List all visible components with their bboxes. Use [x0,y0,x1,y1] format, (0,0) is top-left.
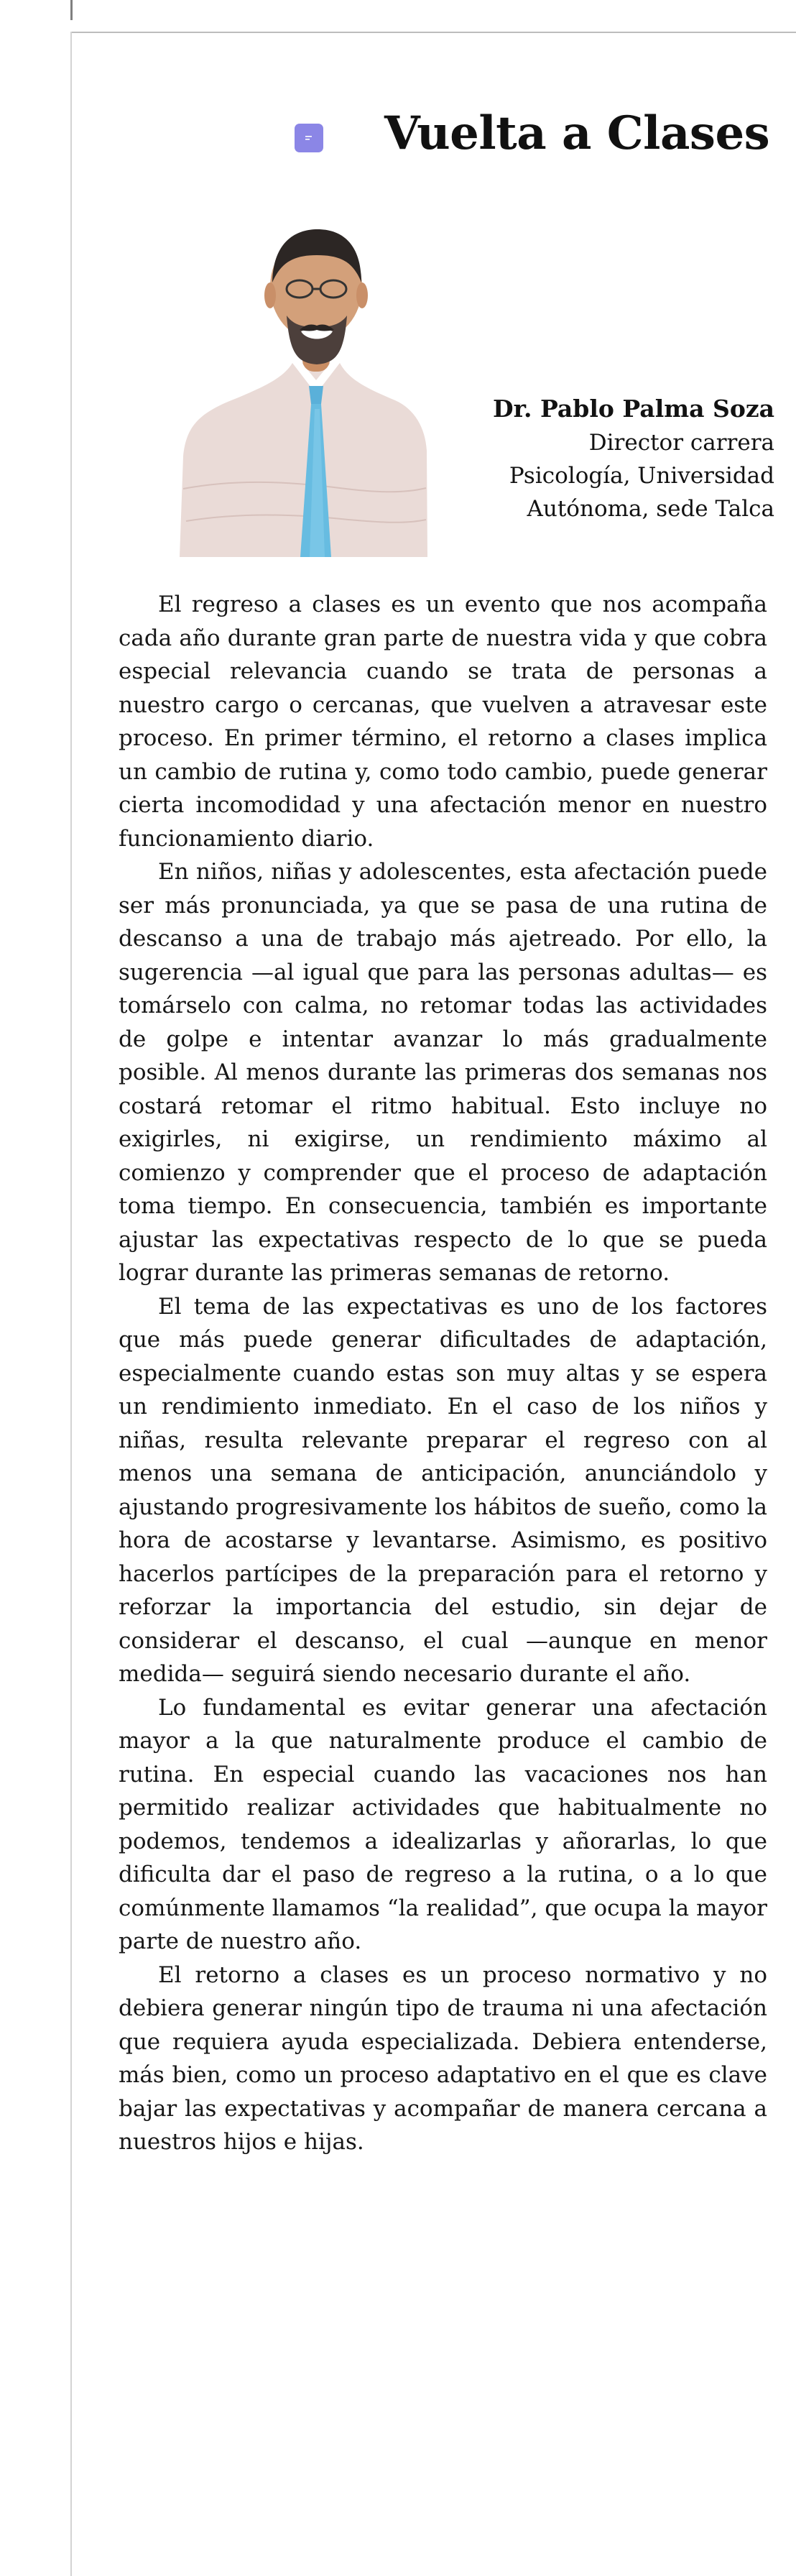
author-name: Dr. Pablo Palma Soza [493,395,774,423]
paragraph-1: El regreso a clases es un evento que nos acompaña cada año durante gran parte de nuestra vida y que cobra especial relevancia cuando se trata de personas a nuestro cargo o cercanas, que vuelven a atravesar este proceso. En primer término, el retorno a clases implica un cambio de rutina y, como todo cambio, puede generar cierta incomodidad y una afectación menor en nuestro funcionamiento diario. [119,592,767,852]
top-border [70,32,796,33]
article-body [119,588,767,2159]
document-icon[interactable] [295,124,323,152]
author-portrait-illustration [111,198,427,557]
author-role: Director carrera Psicología, Universidad Autónoma, sede Talca [509,430,774,522]
paragraph-2: En niños, niñas y adolescentes, esta afectación puede ser más pronunciada, ya que se pasa de una rutina de descanso a una de trabajo más ajetreado. Por ello, la sugerencia —al igual que para las personas adultas— es tomárselo con calma, no retomar todas las actividades de golpe e intentar avanzar lo más gradualmente posible. Al menos durante las primeras dos semanas nos costará retomar el ritmo habitual. Esto incluye no exigirles, ni exigirse, un rendimiento máximo al comienzo y comprender que el proceso de adaptación toma tiempo. En consecuencia, también es importante ajustar las expectativas respecto de lo que se pueda lograr durante las primeras semanas de retorno. [119,859,767,1286]
author-photo [111,198,427,557]
paragraph-3: El tema de las expectativas es uno de los factores que más puede generar dificultades de adaptación, especialmente cuando estas son muy altas y se espera un rendimiento inmediato. En el caso de los niños y niñas, resulta relevante preparar el regreso con al menos una semana de anticipación, anunciándolo y ajustando progresivamente los hábitos de sueño, como la hora de acostarse y levantarse. Asimismo, es positivo hacerlos partícipes de la preparación para el retorno y reforzar la importancia del estudio, sin dejar de considerar el descanso, el cual —aunque en menor medida— seguirá siendo necesario durante el año. [119,1293,767,1687]
author-info [402,392,774,525]
paragraph-5: El retorno a clases es un proceso normativo y no debiera generar ningún tipo de trauma ni una afectación que requiera ayuda especializada. Debiera entenderse, más bien, como un proceso adaptativo en el que es clave bajar las expectativas y acompañar de manera cercana a nuestros hijos e hijas. [119,1961,767,2155]
paragraph-4: Lo fundamental es evitar generar una afectación mayor a la que naturalmente produce el cambio de rutina. En especial cuando las vacaciones nos han permitido realizar actividades que habitualmente no podemos, tendemos a idealizarlas y añorarlas, lo que dificulta dar el paso de regreso a la rutina, o a lo que comúnmente llamamos “la realidad”, que ocupa la mayor parte de nuestro año. [119,1694,767,1954]
headline-row [295,108,790,187]
document-icon-glyph [302,132,315,144]
page-title: Vuelta a Clases [384,106,770,160]
left-border [70,32,72,2576]
top-rule-stub [70,0,73,20]
